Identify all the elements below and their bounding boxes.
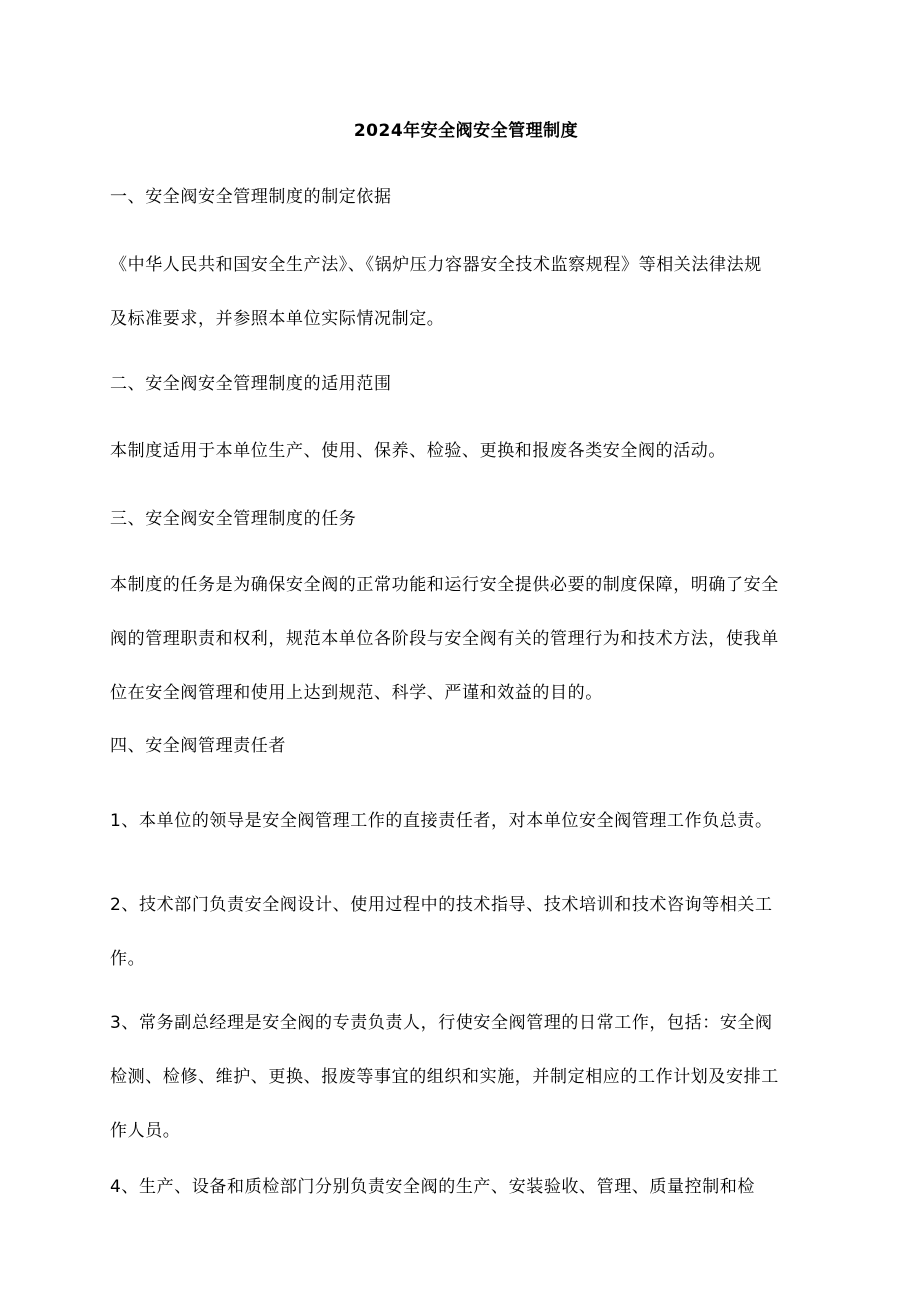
body-line: 及标准要求，并参照本单位实际情况制定。 xyxy=(110,309,445,329)
list-item-3 xyxy=(110,1008,822,1146)
list-item-line: 检测、检修、维护、更换、报废等事宜的组织和实施，并制定相应的工作计划及安排工 xyxy=(110,1067,779,1087)
list-item-line: 作人员。 xyxy=(110,1121,181,1141)
list-item-line: 4、生产、设备和质检部门分别负责安全阀的生产、安装验收、管理、质量控制和检 xyxy=(110,1177,756,1197)
section-heading-text: 三、安全阀安全管理制度的任务 xyxy=(110,509,357,529)
section-heading-3 xyxy=(110,504,822,534)
body-line: 阀的管理职责和权利，规范本单位各阶段与安全阀有关的管理行为和技术方法，使我单 xyxy=(110,629,779,649)
section-heading-text: 二、安全阀安全管理制度的适用范围 xyxy=(110,374,392,394)
document-title: 2024年安全阀安全管理制度 xyxy=(353,121,579,141)
list-item-1 xyxy=(110,806,822,836)
section-heading-text: 一、安全阀安全管理制度的制定依据 xyxy=(110,187,392,207)
section-heading-text: 四、安全阀管理责任者 xyxy=(110,736,286,756)
list-item-2 xyxy=(110,890,822,974)
list-item-line: 1、本单位的领导是安全阀管理工作的直接责任者，对本单位安全阀管理工作负总责。 xyxy=(110,811,773,831)
section-body-2 xyxy=(110,436,822,466)
body-line: 位在安全阀管理和使用上达到规范、科学、严谨和效益的目的。 xyxy=(110,683,603,703)
list-item-line: 3、常务副总经理是安全阀的专责负责人，行使安全阀管理的日常工作，包括：安全阀 xyxy=(110,1013,773,1033)
list-item-line: 作。 xyxy=(110,949,146,969)
section-heading-2 xyxy=(110,369,822,399)
list-item-line: 2、技术部门负责安全阀设计、使用过程中的技术指导、技术培训和技术咨询等相关工 xyxy=(110,895,773,915)
section-heading-1 xyxy=(110,182,822,212)
body-line: 本制度适用于本单位生产、使用、保养、检验、更换和报废各类安全阀的活动。 xyxy=(110,441,726,461)
section-body-3 xyxy=(110,570,822,708)
body-line: 本制度的任务是为确保安全阀的正常功能和运行安全提供必要的制度保障，明确了安全 xyxy=(110,575,779,595)
body-line: 《中华人民共和国安全生产法》、《锅炉压力容器安全技术监察规程》等相关法律法规 xyxy=(110,255,762,275)
section-heading-4 xyxy=(110,731,822,761)
section-body-1 xyxy=(110,250,822,334)
list-item-4 xyxy=(110,1172,822,1202)
